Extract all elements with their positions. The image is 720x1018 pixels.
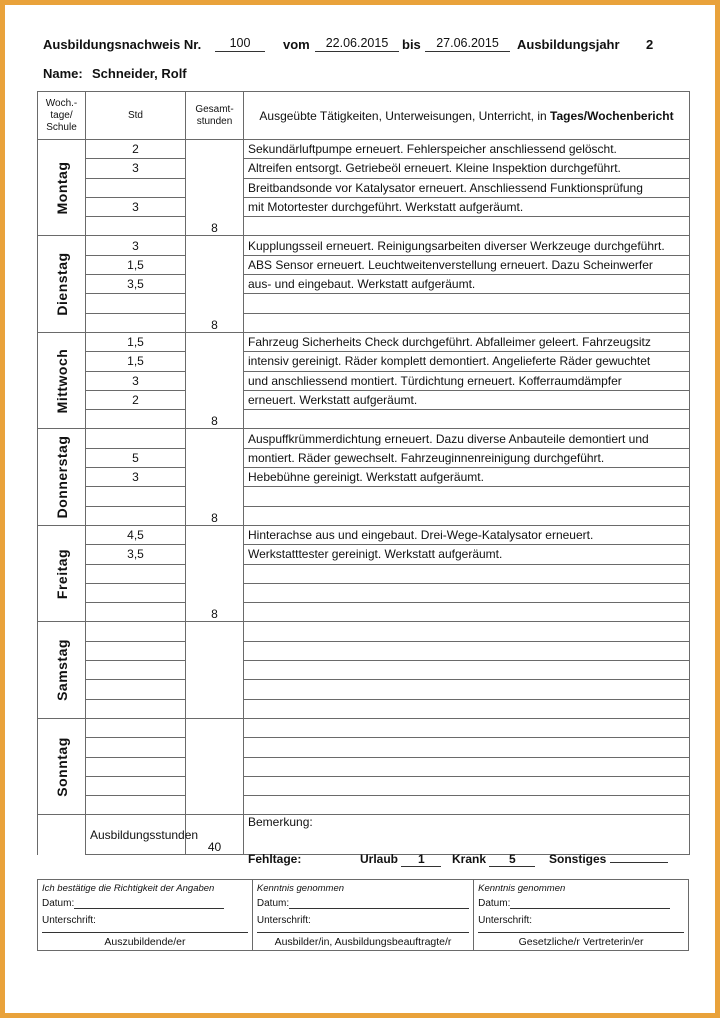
table-row bbox=[38, 506, 690, 525]
hours-cell bbox=[86, 776, 186, 795]
hours-cell bbox=[86, 757, 186, 776]
day-total-cell: 8 bbox=[186, 236, 244, 332]
hours-cell bbox=[86, 680, 186, 699]
day-cell bbox=[38, 622, 86, 718]
signature-label: Unterschrift: bbox=[42, 915, 96, 926]
date-label: Datum: bbox=[478, 898, 511, 909]
activity-cell bbox=[244, 738, 690, 757]
day-cell bbox=[38, 525, 86, 621]
day-name: Freitag bbox=[53, 548, 70, 599]
activity-cell: mit Motortester durchgeführt. Werkstatt aufgeräumt. bbox=[244, 197, 690, 216]
hours-cell: 1,5 bbox=[86, 352, 186, 371]
report-page bbox=[5, 5, 715, 1013]
day-total-cell: 8 bbox=[186, 140, 244, 236]
other-days bbox=[610, 862, 668, 863]
table-row bbox=[38, 313, 690, 332]
signature-guardian bbox=[474, 880, 688, 950]
table-row bbox=[38, 159, 690, 178]
signature-label: Unterschrift: bbox=[478, 915, 533, 926]
col-header-hours: Std bbox=[86, 92, 186, 140]
table-row bbox=[38, 661, 690, 680]
hours-cell bbox=[86, 410, 186, 429]
training-hours-total: 40 bbox=[186, 815, 244, 855]
table-row bbox=[38, 371, 690, 390]
activity-log-table bbox=[37, 91, 690, 855]
sick-label: Krank bbox=[452, 852, 487, 866]
activity-cell bbox=[244, 313, 690, 332]
remark-label: Bemerkung: bbox=[244, 815, 690, 855]
activity-cell: Breitbandsonde vor Katalysator erneuert. Anschliessend Funktionsprüfung bbox=[244, 178, 690, 197]
col-header-activities bbox=[244, 92, 690, 140]
hours-cell bbox=[86, 313, 186, 332]
activity-cell bbox=[244, 217, 690, 236]
activity-cell: aus- und eingebaut. Werkstatt aufgeräumt. bbox=[244, 275, 690, 294]
hours-cell: 3 bbox=[86, 236, 186, 255]
hours-cell: 2 bbox=[86, 390, 186, 409]
other-field bbox=[549, 852, 668, 866]
table-row bbox=[38, 429, 690, 448]
activity-cell bbox=[244, 680, 690, 699]
hours-cell bbox=[86, 487, 186, 506]
activity-cell: montiert. Räder gewechselt. Fahrzeuginnenreinigung durchgeführt. bbox=[244, 448, 690, 467]
table-row bbox=[38, 217, 690, 236]
col-header-total-hours: Gesamt-stunden bbox=[186, 92, 244, 140]
col-header-day: Woch.-tage/ Schule bbox=[38, 92, 86, 140]
hours-cell: 3,5 bbox=[86, 275, 186, 294]
table-row bbox=[38, 236, 690, 255]
name-label: Name: bbox=[43, 66, 83, 81]
hours-cell bbox=[86, 217, 186, 236]
day-cell bbox=[38, 332, 86, 428]
day-name: Samstag bbox=[53, 639, 70, 702]
hours-cell bbox=[86, 718, 186, 737]
activity-cell bbox=[244, 603, 690, 622]
table-row bbox=[38, 776, 690, 795]
hours-cell: 3 bbox=[86, 159, 186, 178]
signature-title: Kenntnis genommen bbox=[478, 883, 566, 894]
report-number: 100 bbox=[215, 36, 265, 52]
table-row bbox=[38, 275, 690, 294]
activity-cell bbox=[244, 699, 690, 718]
hours-cell bbox=[86, 622, 186, 641]
day-cell bbox=[38, 718, 86, 814]
activity-cell: ABS Sensor erneuert. Leuchtweitenverstellung erneuert. Dazu Scheinwerfer bbox=[244, 255, 690, 274]
table-row bbox=[38, 487, 690, 506]
table-row bbox=[38, 738, 690, 757]
vacation-label: Urlaub bbox=[360, 852, 399, 866]
signature-line bbox=[478, 932, 684, 933]
signature-instructor bbox=[253, 880, 474, 950]
table-row bbox=[38, 545, 690, 564]
sick-days: 5 bbox=[489, 852, 535, 867]
table-row bbox=[38, 178, 690, 197]
table-row bbox=[38, 757, 690, 776]
date-line bbox=[510, 899, 670, 909]
day-name: Dienstag bbox=[53, 252, 70, 316]
activity-cell bbox=[244, 294, 690, 313]
training-year: 2 bbox=[646, 37, 654, 52]
signature-line bbox=[257, 932, 469, 933]
hours-cell: 3 bbox=[86, 371, 186, 390]
to-label: bis bbox=[402, 37, 421, 52]
signature-section bbox=[37, 879, 689, 951]
hours-cell bbox=[86, 699, 186, 718]
day-name: Montag bbox=[53, 161, 70, 215]
activity-cell bbox=[244, 641, 690, 660]
activity-cell bbox=[244, 583, 690, 602]
training-hours-label: Ausbildungsstunden bbox=[86, 815, 186, 855]
hours-cell: 3 bbox=[86, 197, 186, 216]
day-cell bbox=[38, 140, 86, 236]
table-row bbox=[38, 390, 690, 409]
day-name: Donnerstag bbox=[53, 435, 70, 519]
activity-cell: Kupplungsseil erneuert. Reinigungsarbeiten diverser Werkzeuge durchgeführt. bbox=[244, 236, 690, 255]
table-row bbox=[38, 583, 690, 602]
hours-cell: 1,5 bbox=[86, 255, 186, 274]
date-line bbox=[74, 899, 224, 909]
table-row bbox=[38, 525, 690, 544]
table-row bbox=[38, 140, 690, 159]
table-row bbox=[38, 641, 690, 660]
day-name: Mittwoch bbox=[53, 348, 70, 414]
activity-cell bbox=[244, 487, 690, 506]
report-title: Ausbildungsnachweis Nr. bbox=[43, 37, 202, 52]
table-row bbox=[38, 564, 690, 583]
vacation-field bbox=[360, 852, 441, 867]
hours-cell bbox=[86, 641, 186, 660]
activity-cell bbox=[244, 776, 690, 795]
activity-cell: erneuert. Werkstatt aufgeräumt. bbox=[244, 390, 690, 409]
activity-cell bbox=[244, 506, 690, 525]
signature-title: Ich bestätige die Richtigkeit der Angaben bbox=[42, 883, 215, 894]
hours-cell bbox=[86, 738, 186, 757]
activity-cell: Auspuffkrümmerdichtung erneuert. Dazu diverse Anbauteile demontiert und bbox=[244, 429, 690, 448]
activity-cell: und anschliessend montiert. Türdichtung erneuert. Kofferraumdämpfer bbox=[244, 371, 690, 390]
day-total-cell bbox=[186, 718, 244, 814]
hours-cell bbox=[86, 294, 186, 313]
signature-line bbox=[42, 932, 248, 933]
absence-label: Fehltage: bbox=[248, 852, 302, 866]
hours-cell bbox=[86, 603, 186, 622]
activity-cell bbox=[244, 410, 690, 429]
table-row bbox=[38, 603, 690, 622]
table-row bbox=[38, 448, 690, 467]
hours-cell bbox=[86, 506, 186, 525]
activity-cell: Werkstatttester gereinigt. Werkstatt aufgeräumt. bbox=[244, 545, 690, 564]
hours-cell: 1,5 bbox=[86, 332, 186, 351]
signature-label: Unterschrift: bbox=[256, 915, 311, 926]
hours-cell bbox=[86, 796, 186, 815]
from-label: vom bbox=[283, 37, 310, 52]
signer-role: Auszubildende/er bbox=[104, 936, 186, 948]
signer-role: Ausbilder/in, Ausbildungsbeauftragte/r bbox=[274, 936, 452, 948]
activity-cell bbox=[244, 622, 690, 641]
table-row bbox=[38, 796, 690, 815]
sick-field bbox=[452, 852, 535, 867]
day-total-cell: 8 bbox=[186, 429, 244, 525]
table-row bbox=[38, 294, 690, 313]
table-row bbox=[38, 255, 690, 274]
signature-trainee bbox=[38, 880, 253, 950]
activity-cell bbox=[244, 718, 690, 737]
day-cell bbox=[38, 429, 86, 525]
table-row bbox=[38, 197, 690, 216]
hours-cell: 3,5 bbox=[86, 545, 186, 564]
from-date: 22.06.2015 bbox=[315, 36, 399, 52]
signer-role: Gesetzliche/r Vertreterin/er bbox=[518, 936, 644, 948]
table-row bbox=[38, 468, 690, 487]
hours-cell bbox=[86, 583, 186, 602]
training-year-label: Ausbildungsjahr bbox=[517, 37, 620, 52]
activity-cell bbox=[244, 564, 690, 583]
hours-cell bbox=[86, 661, 186, 680]
hours-cell: 3 bbox=[86, 468, 186, 487]
signature-title: Kenntnis genommen bbox=[256, 883, 345, 894]
table-row bbox=[38, 410, 690, 429]
activity-cell: Fahrzeug Sicherheits Check durchgeführt. Abfalleimer geleert. Fahrzeugsitz bbox=[244, 332, 690, 351]
hours-cell bbox=[86, 178, 186, 197]
day-name: Sonntag bbox=[53, 736, 70, 797]
day-total-cell: 8 bbox=[186, 525, 244, 621]
activity-cell: Hinterachse aus und eingebaut. Drei-Wege-Katalysator erneuert. bbox=[244, 525, 690, 544]
table-row bbox=[38, 718, 690, 737]
activity-cell: Sekundärluftpumpe erneuert. Fehlerspeicher anschliessend gelöscht. bbox=[244, 140, 690, 159]
to-date: 27.06.2015 bbox=[425, 36, 510, 52]
hours-cell bbox=[86, 429, 186, 448]
table-row bbox=[38, 699, 690, 718]
table-row bbox=[38, 622, 690, 641]
activities-header-bold: Tages/Wochenbericht bbox=[550, 108, 674, 123]
activity-cell bbox=[244, 661, 690, 680]
activity-cell bbox=[244, 757, 690, 776]
date-label: Datum: bbox=[42, 898, 75, 909]
activity-cell: intensiv gereinigt. Räder komplett demontiert. Angelieferte Räder gewuchtet bbox=[244, 352, 690, 371]
hours-cell: 4,5 bbox=[86, 525, 186, 544]
summary-empty-cell bbox=[38, 815, 86, 855]
table-row bbox=[38, 680, 690, 699]
activities-header-text: Ausgeübte Tätigkeiten, Unterweisungen, Unterricht, in bbox=[259, 108, 550, 123]
hours-cell bbox=[86, 564, 186, 583]
activity-cell: Hebebühne gereinigt. Werkstatt aufgeräumt. bbox=[244, 468, 690, 487]
other-label: Sonstiges bbox=[549, 852, 607, 866]
day-total-cell bbox=[186, 622, 244, 718]
hours-cell: 5 bbox=[86, 448, 186, 467]
table-row bbox=[38, 332, 690, 351]
vacation-days: 1 bbox=[401, 852, 441, 867]
table-row bbox=[38, 352, 690, 371]
hours-cell: 2 bbox=[86, 140, 186, 159]
trainee-name: Schneider, Rolf bbox=[92, 66, 187, 81]
day-total-cell: 8 bbox=[186, 332, 244, 428]
day-cell bbox=[38, 236, 86, 332]
date-label: Datum: bbox=[256, 898, 290, 909]
activity-cell bbox=[244, 796, 690, 815]
activity-cell: Altreifen entsorgt. Getriebeöl erneuert. Kleine Inspektion durchgeführt. bbox=[244, 159, 690, 178]
date-line bbox=[289, 899, 469, 909]
